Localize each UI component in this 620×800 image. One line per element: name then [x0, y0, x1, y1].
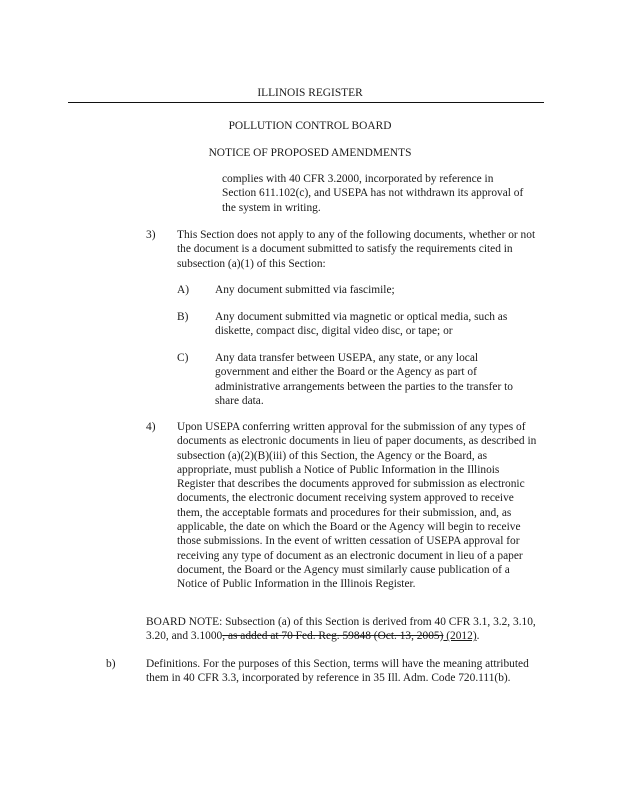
board-note-deleted: , as added at 70 Fed. Reg. 59848 (Oct. 13, 2005) — [222, 630, 444, 643]
header-rule — [68, 102, 544, 103]
subitem-a-marker: A) — [177, 284, 190, 296]
subitem-c-marker: C) — [177, 352, 189, 364]
board-name: POLLUTION CONTROL BOARD — [228, 120, 392, 132]
item-b-marker: b) — [106, 658, 116, 670]
board-note-lead: BOARD NOTE: Subsection (a) of this Section is derived from 40 CFR 3.1, 3.2, 3.10, 3.20, and 3.1000 — [146, 616, 536, 643]
board-note — [146, 615, 546, 644]
notice-title: NOTICE OF PROPOSED AMENDMENTS — [208, 147, 412, 159]
item-4-text: Upon USEPA conferring written approval for the submission of any types of documents as electronic documents in lieu of paper documents, as described in subsection (a)(2)(B)(iii) of this Section, the Agency or the Board, as appropriate, must publish a Notice of Public Information in the Illinois Register that describes the documents approved for submission as electronic documents, the electronic document receiving system approved to receive them, the acceptable formats and procedures for their submission, and, as applicable, the date on which the Board or the Agency will begin to receive those submissions. In the event of written cessation of USEPA approval for receiving any type of document as an electronic document in lieu of a paper document, the Board or the Agency must similarly cause publication of a Notice of Public Information in the Illinois Register. — [177, 421, 537, 591]
subitem-a-text: Any document submitted via fascimile; — [215, 284, 395, 296]
board-note-end: . — [476, 630, 480, 643]
item-b-text: Definitions. For the purposes of this Section, terms will have the meaning attributed them in 40 CFR 3.3, incorporated by reference in 35 Ill. Adm. Code 720.111(b). — [146, 658, 529, 685]
subitem-b-text: Any document submitted via magnetic or optical media, such as diskette, compact disc, digital video disc, or tape; or — [215, 311, 508, 338]
subitem-c-text: Any data transfer between USEPA, any state, or any local government and either the Board or the Agency as part of administrative arrangements between the parties to the transfer to share data. — [215, 352, 513, 407]
register-title: ILLINOIS REGISTER — [257, 87, 363, 99]
item-3-marker: 3) — [146, 229, 156, 241]
item-3-text: This Section does not apply to any of the following documents, whether or not the document is a document submitted to satisfy the requirements cited in subsection (a)(1) of this Section: — [177, 229, 536, 270]
board-note-inserted: (2012) — [443, 630, 477, 643]
item-4-marker: 4) — [146, 421, 156, 433]
subitem-b-marker: B) — [177, 311, 189, 323]
continuation-text: complies with 40 CFR 3.2000, incorporated by reference in Section 611.102(c), and USEPA has not withdrawn its approval of the system in writing. — [222, 173, 524, 214]
